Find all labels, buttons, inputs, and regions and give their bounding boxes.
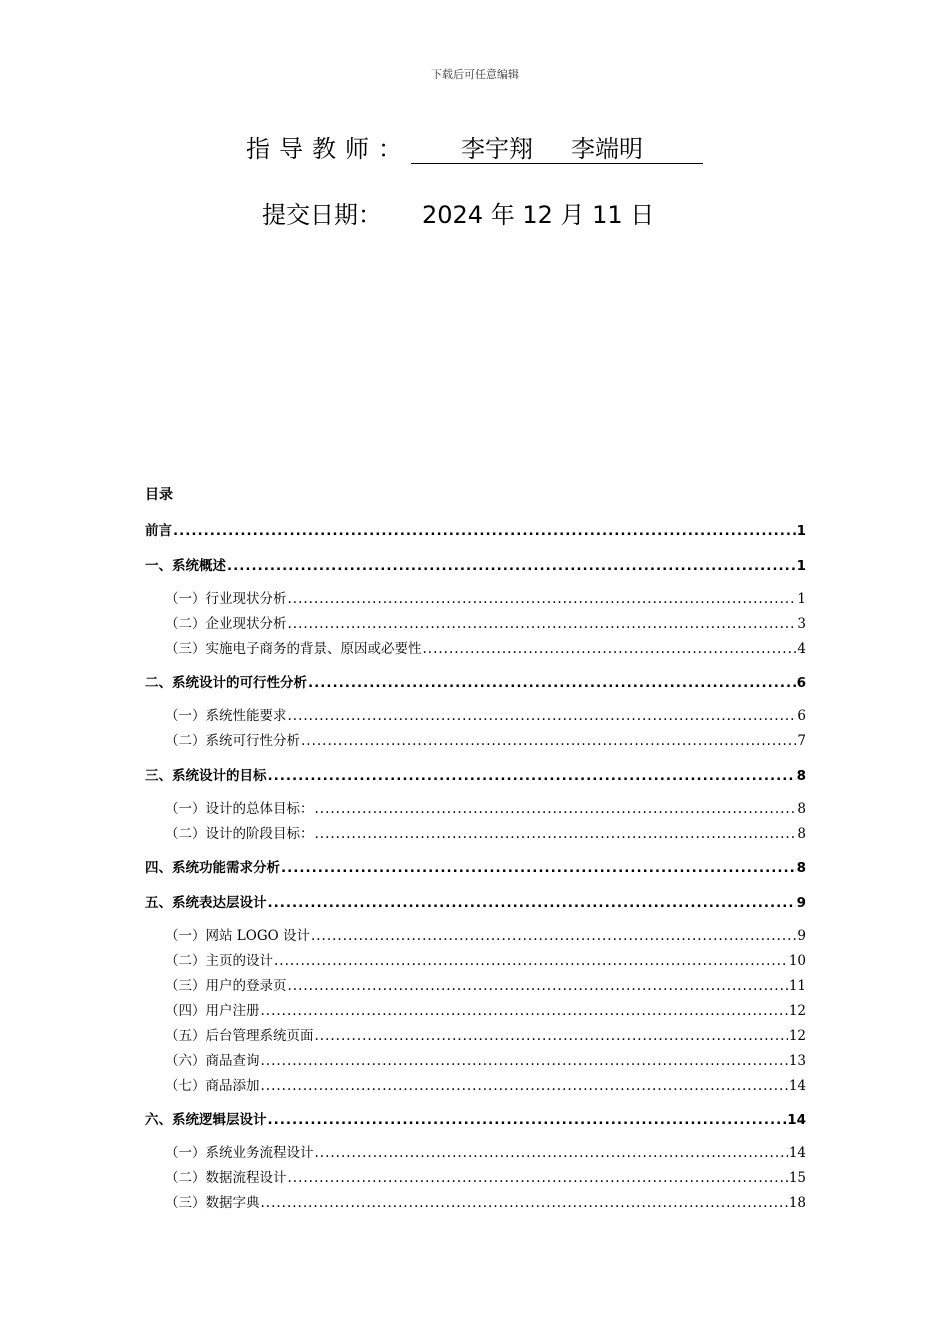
toc-dot-leader	[288, 1170, 788, 1186]
toc-entry[interactable]	[165, 924, 806, 944]
toc-entry-title: （三）数据字典	[165, 1195, 260, 1211]
toc-entry-title: （五）后台管理系统页面	[165, 1027, 314, 1044]
toc-dot-leader	[315, 801, 797, 817]
toc-entry-page: 10	[788, 952, 806, 969]
toc-entry[interactable]	[145, 1108, 806, 1128]
toc-entry[interactable]	[145, 671, 806, 691]
toc-dot-leader	[227, 558, 796, 574]
toc-entry-title: （六）商品查询	[165, 1052, 260, 1069]
toc-entry-title: （一）系统业务流程设计	[165, 1145, 314, 1161]
toc-entry-page: 14	[788, 1145, 806, 1161]
toc-entry-page: 3	[797, 615, 806, 632]
toc-dot-leader	[261, 1195, 788, 1211]
toc-dot-leader	[315, 1145, 788, 1161]
toc-entry-title: 一、系统概述	[145, 557, 226, 574]
toc-entry-title: 四、系统功能需求分析	[145, 860, 280, 876]
toc-entry-page: 6	[797, 708, 806, 724]
toc-entry[interactable]	[165, 637, 806, 657]
toc-entry-page: 13	[788, 1052, 806, 1069]
toc-entry-title: （一）系统性能要求	[165, 708, 287, 724]
toc-entry[interactable]	[165, 999, 806, 1019]
submission-date-value: 2024 年 12 月 11 日	[422, 201, 655, 229]
toc-dot-leader	[288, 591, 797, 607]
toc-entry[interactable]	[145, 856, 806, 876]
toc-entry-page: 7	[797, 733, 806, 749]
toc-entry[interactable]	[165, 1166, 806, 1186]
submission-date-line	[262, 195, 654, 230]
toc-entry-page: 11	[788, 977, 806, 994]
toc-entry-page: 14	[788, 1077, 806, 1094]
toc-entry-page: 1	[796, 523, 806, 539]
toc-dot-leader	[315, 1028, 788, 1044]
toc-dot-leader	[288, 616, 797, 632]
toc-entry-page: 6	[796, 675, 806, 691]
toc-dot-leader	[281, 860, 796, 876]
toc-entry[interactable]	[165, 974, 806, 994]
toc-dot-leader	[311, 928, 796, 944]
advisor-name-1: 李宇翔	[461, 135, 533, 163]
toc-entry-title: 六、系统逻辑层设计	[145, 1112, 267, 1128]
toc-entry-page: 8	[796, 767, 806, 784]
toc-title: 目录	[145, 487, 173, 503]
toc-entry-title: （二）系统可行性分析	[165, 733, 300, 749]
toc-entry[interactable]	[165, 1049, 806, 1069]
toc-entry-page: 9	[796, 894, 806, 911]
toc-entry-title: （一）行业现状分析	[165, 590, 287, 607]
toc-dot-leader	[274, 953, 788, 969]
toc-entry-page: 8	[797, 825, 806, 842]
toc-entry-title: 二、系统设计的可行性分析	[145, 675, 307, 691]
toc-dot-leader	[301, 733, 796, 749]
toc-entry-title: （二）主页的设计	[165, 952, 273, 969]
toc-entry-title: 前言	[145, 523, 172, 539]
toc-entry-page: 9	[797, 927, 806, 944]
toc-entry[interactable]	[165, 1024, 806, 1044]
advisor-line	[246, 132, 703, 164]
toc-entry[interactable]	[145, 554, 806, 574]
toc-entry[interactable]	[145, 764, 806, 784]
toc-entry-page: 1	[796, 557, 806, 574]
toc-dot-leader	[261, 1003, 788, 1019]
toc-entry-title: （一）设计的总体目标：	[165, 800, 314, 817]
toc-entry[interactable]	[165, 704, 806, 724]
toc-entry[interactable]	[165, 729, 806, 749]
toc-entry-title: 五、系统表达层设计	[145, 894, 267, 911]
toc-dot-leader	[268, 1112, 787, 1128]
toc-entry-title: （一）网站 LOGO 设计	[165, 927, 310, 944]
toc-entry-title: （七）商品添加	[165, 1077, 260, 1094]
toc-dot-leader	[268, 895, 796, 911]
toc-entry-page: 4	[797, 640, 806, 657]
toc-entry-title: （二）数据流程设计	[165, 1170, 287, 1186]
toc-entry[interactable]	[165, 822, 806, 842]
toc-entry[interactable]	[145, 891, 806, 911]
toc-dot-leader	[261, 1078, 788, 1094]
advisor-label: 指导教师：	[246, 135, 411, 163]
toc-dot-leader	[315, 826, 797, 842]
toc-entry[interactable]	[165, 1074, 806, 1094]
toc-entry[interactable]	[145, 519, 806, 539]
toc-dot-leader	[173, 523, 796, 539]
toc-entry-page: 12	[788, 1027, 806, 1044]
toc-entry-page: 14	[787, 1112, 806, 1128]
toc-entry-title: （四）用户注册	[165, 1002, 260, 1019]
toc-entry-title: 三、系统设计的目标	[145, 767, 267, 784]
toc-dot-leader	[308, 675, 796, 691]
toc-dot-leader	[261, 1053, 788, 1069]
toc-entry-title: （二）企业现状分析	[165, 615, 287, 632]
toc-entry-page: 8	[797, 800, 806, 817]
toc-entry[interactable]	[165, 1191, 806, 1211]
toc-entry[interactable]	[165, 797, 806, 817]
toc-entry-page: 8	[796, 860, 806, 876]
toc-entry-title: （三）实施电子商务的背景、原因或必要性	[165, 640, 422, 657]
toc-entry-page: 1	[797, 590, 806, 607]
toc-dot-leader	[423, 641, 797, 657]
submission-date-label: 提交日期：	[262, 201, 382, 229]
toc-entry[interactable]	[165, 612, 806, 632]
toc-dot-leader	[288, 978, 788, 994]
toc-dot-leader	[268, 768, 796, 784]
advisor-name-2: 李端明	[571, 135, 643, 163]
toc-entry[interactable]	[165, 587, 806, 607]
toc-entry-page: 12	[788, 1002, 806, 1019]
toc-entry-title: （二）设计的阶段目标：	[165, 825, 314, 842]
toc-entry-page: 15	[788, 1170, 806, 1186]
toc-entry-title: （三）用户的登录页	[165, 977, 287, 994]
toc-entry-page: 18	[788, 1195, 806, 1211]
toc-entry[interactable]	[165, 1141, 806, 1161]
advisor-names	[411, 135, 703, 164]
toc-dot-leader	[288, 708, 797, 724]
toc-entry[interactable]	[165, 949, 806, 969]
page-header-note: 下载后可任意编辑	[431, 68, 519, 81]
